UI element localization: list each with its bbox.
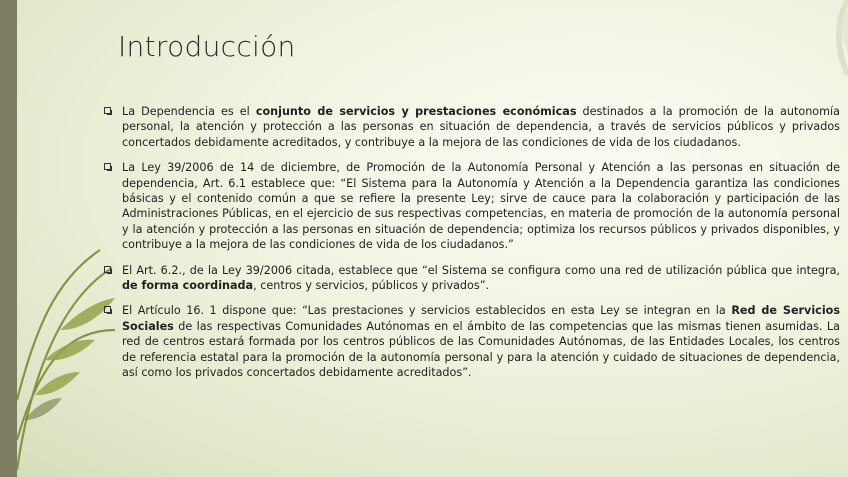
bullet-text-emphasis: de forma coordinada — [122, 279, 254, 293]
decorative-leaf-graphic — [818, 0, 848, 80]
slide-title: Introducción — [118, 30, 296, 63]
bullet-item — [104, 263, 840, 294]
bullet-text — [122, 161, 840, 251]
bullet-text-segment: de las respectivas Comunidades Autónomas en el ámbito de las competencias que las mismas tienen asumidas. La red de centros estará formada por los centros públicos de las Comunidades Autónomas, de las Entidades Locales, los centros de referencia estatal para la promoción de la autonomía personal y para la atención y cuidado de situaciones de dependencia, así como los privados concertados debidamente acreditados”. — [122, 319, 840, 380]
bullet-item — [104, 160, 840, 252]
decorative-vine-graphic — [0, 0, 120, 477]
bullet-text-segment: destinados a la promoción de la autonomía personal, la atención y protección a las personas en situación de dependencia, a través de servicios públicos y privados concertados debidamente acreditados, y contribuye a la mejora de las condiciones de vida de los ciudadanos. — [122, 105, 840, 149]
bullet-text — [122, 304, 840, 379]
checkbox-bullet-icon — [104, 163, 111, 170]
checkbox-bullet-icon — [104, 107, 111, 114]
bullet-text — [122, 264, 840, 292]
bullet-text — [122, 105, 840, 149]
bullet-text-segment: La Dependencia es el — [122, 105, 256, 118]
bullet-item — [104, 104, 840, 150]
bullet-text-segment: El Art. 6.2., de la Ley 39/2006 citada, establece que “el Sistema se configura como una red de utilización pública que integra, — [122, 263, 840, 277]
bullet-list — [104, 104, 840, 391]
bullet-text-segment: La Ley 39/2006 de 14 de diciembre, de Promoción de la Autonomía Personal y Atención a las personas en situación de dependencia, Art. 6.1 establece que: “El Sistema para la Autonomía y Atención a la Dependencia garantiza las condiciones básicas y el contenido común a que se refiere la presente Ley; sirve de cauce para la colaboración y participación de las Administraciones Públicas, en el ejercicio de sus respectivas competencias, en materia de promoción de la autonomía personal y la atención y protección a las personas en situación de dependencia; optimiza los recursos públicos y privados disponibles, y contribuye a la mejora de las condiciones de vida de los ciudadanos.” — [122, 161, 840, 252]
bullet-text-segment: El Artículo 16. 1 dispone que: “Las prestaciones y servicios establecidos en esta Ley se integran en la — [122, 304, 732, 318]
bullet-text-segment: , centros y servicios, públicos y privados”. — [253, 279, 490, 293]
bullet-item — [104, 303, 840, 380]
checkbox-bullet-icon — [104, 306, 111, 313]
bullet-text-emphasis: conjunto de servicios y prestaciones económicas — [255, 105, 577, 118]
checkbox-bullet-icon — [104, 266, 111, 273]
bullet-text-emphasis: Red de Servicios Sociales — [122, 304, 840, 333]
